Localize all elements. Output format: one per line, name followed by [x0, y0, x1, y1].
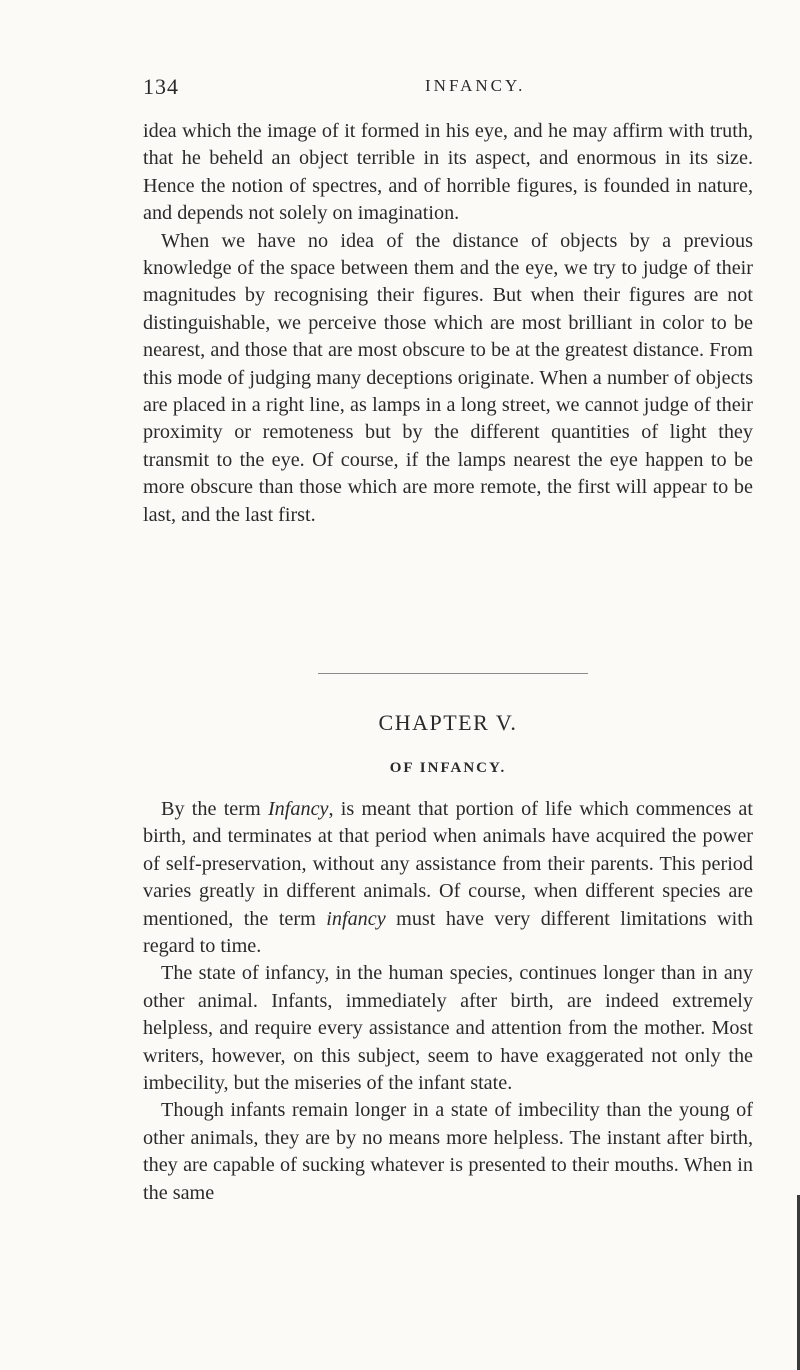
italic-term: infancy	[326, 907, 386, 930]
page-number: 134	[143, 74, 179, 99]
paragraph-distance: When we have no idea of the distance of objects by a previous knowledge of the space between them and the eye, we try to judge of their magnitudes by recognising their figures. But when their figures are not distinguishable, we perceive those which are most brilliant in color to be nearest, and those that are most obscure to be at the greatest distance. From this mode of judging many deceptions originate. When a number of objects are placed in a right line, as lamps in a long street, we cannot judge of their proximity or remoteness but by the different quantities of light they transmit to the eye. Of course, if the lamps nearest the eye happen to be more obscure than those which are more remote, the first will appear to be last, and the last first.	[143, 229, 753, 526]
section-divider	[318, 673, 588, 674]
paragraph-helplessness: Though infants remain longer in a state of imbecility than the young of other animals, they are by no means more helpless. The instant after birth, they are capable of sucking whatever is presented to their mouths. When in the same	[143, 1099, 753, 1204]
paragraph-text: By the term	[161, 798, 268, 820]
paragraph-text: must have very different limitations with regard to time.	[143, 907, 753, 958]
chapter-heading: CHAPTER V.	[378, 710, 518, 735]
paragraph-continued: idea which the image of it formed in his eye, and he may affirm with truth, that he beheld an object terrible in its aspect, and enormous in its size. Hence the notion of spectres, and of horrible figures, is founded in nature, and depends not solely on imagination.	[143, 120, 753, 225]
paragraph-human-infancy: The state of infancy, in the human species, continues longer than in any other animal. Infants, immediately after birth, are indeed extremely helpless, and require every assistance and attention from the mother. Most writers, however, on this subject, seem to have exaggerated not only the imbecility, but the miseries of the infant state.	[143, 962, 753, 1095]
running-title: INFANCY.	[425, 76, 526, 95]
italic-term: Infancy	[267, 798, 329, 820]
paragraph-text: , is meant that portion of life which commences at birth, and terminates at that period when animals have acquired the power of self-preservation, without any assistance from their parents. This period varies greatly in different animals. Of course, when different species are mentioned, the term	[143, 798, 754, 930]
body-text-upper	[143, 118, 753, 529]
running-head	[143, 74, 753, 104]
body-text-chapter	[143, 796, 753, 1207]
chapter-subtitle: OF INFANCY.	[389, 760, 507, 776]
paragraph-definition	[143, 796, 753, 960]
